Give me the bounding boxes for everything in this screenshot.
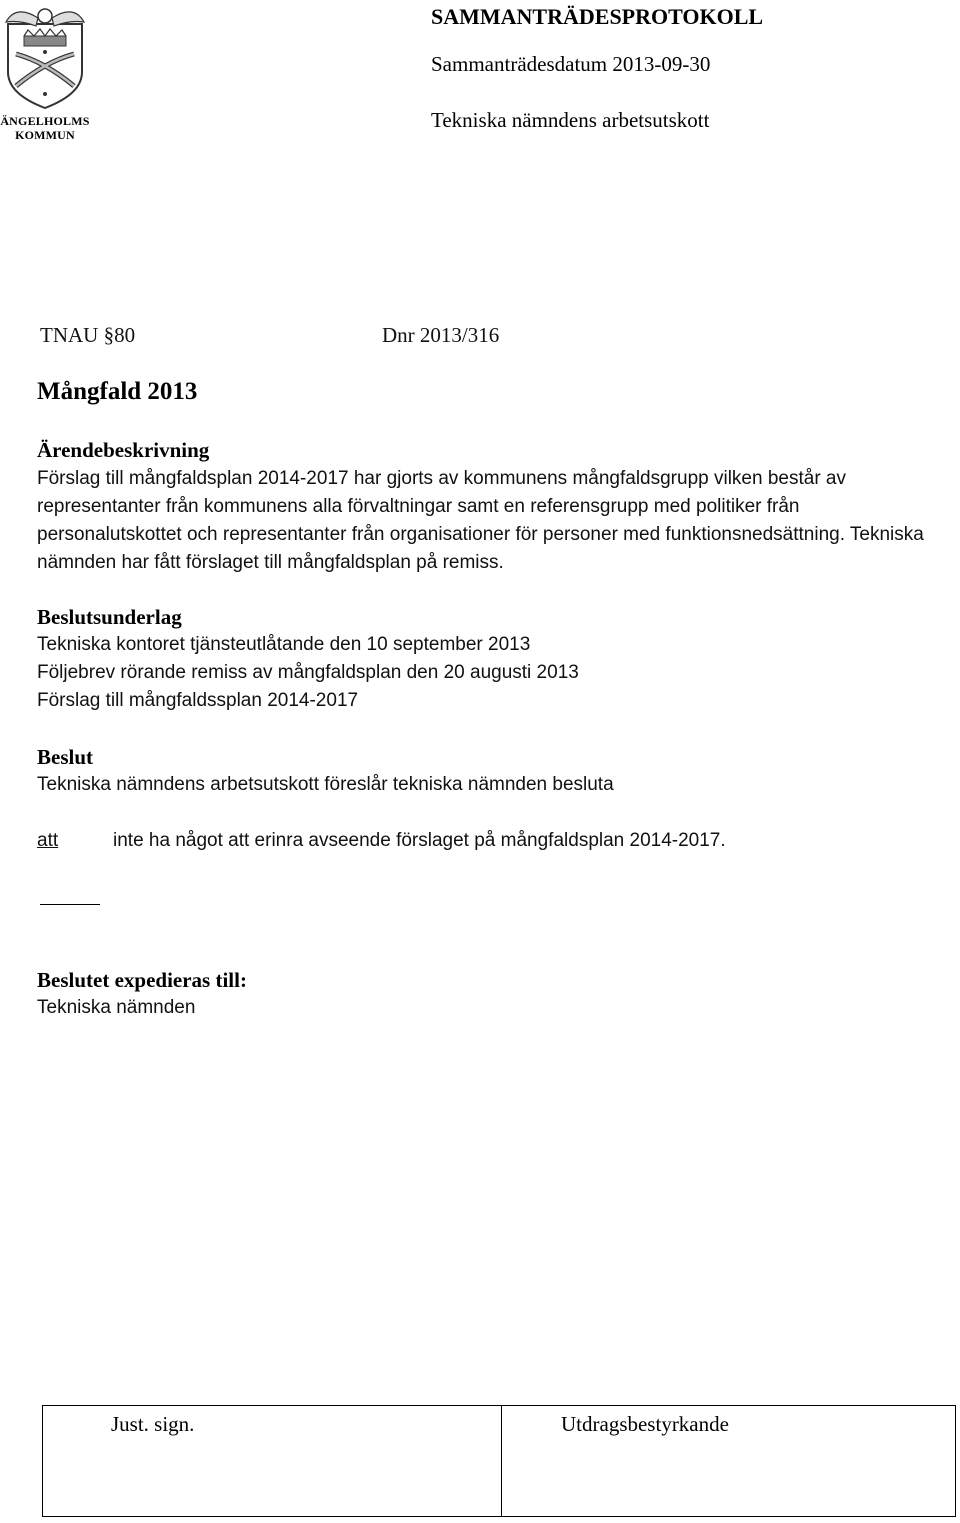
signature-divider (501, 1406, 502, 1516)
att-text: inte ha något att erinra avseende förslaget på mångfaldsplan 2014-2017. (113, 830, 726, 851)
section-symbol: § (103, 323, 115, 347)
att-label: att (37, 830, 59, 851)
description-text: Förslag till mångfaldsplan 2014-2017 har gjorts av kommunens mångfaldsgrupp vilken består av representanter från kommunens alla förvaltningar samt en referensgrupp med politiker från personalutskottet och representanter från organisationer för personer med funktionsnedsättning. Tekniska nämnden har fått förslaget till mångfaldsplan på remiss. (37, 468, 924, 573)
logo-name-line1: ÄNGELHOLMS (0, 114, 90, 128)
excerpt-certification-label: Utdragsbestyrkande (561, 1412, 729, 1436)
dispatch-recipient: Tekniska nämnden (37, 997, 196, 1018)
crest-logo (2, 2, 88, 112)
dispatch-heading: Beslutet expedieras till: (37, 968, 247, 992)
logo-name-line2: KOMMUN (15, 128, 75, 142)
basis-item: Tekniska kontoret tjänsteutlåtande den 10 september 2013 (37, 634, 531, 655)
basis-item: Följebrev rörande remiss av mångfaldsplan den 20 augusti 2013 (37, 662, 579, 683)
section-divider (40, 904, 100, 905)
protocol-title: SAMMANTRÄDESPROTOKOLL (431, 4, 764, 29)
committee-name: Tekniska nämndens arbetsutskott (431, 108, 710, 132)
decision-heading: Beslut (37, 745, 94, 769)
basis-heading: Beslutsunderlag (37, 605, 182, 629)
signature-box (42, 1405, 956, 1517)
diary-number: Dnr 2013/316 (382, 323, 500, 347)
case-title: Mångfald 2013 (37, 378, 198, 405)
case-number-label (40, 323, 135, 348)
description-heading: Ärendebeskrivning (37, 438, 210, 462)
crest-icon (2, 2, 88, 112)
case-number: 80 (114, 323, 136, 347)
case-prefix: TNAU (40, 323, 99, 347)
basis-item: Förslag till mångfaldssplan 2014-2017 (37, 690, 359, 711)
decision-intro: Tekniska nämndens arbetsutskott föreslår tekniska nämnden besluta (37, 774, 614, 795)
just-sign-label: Just. sign. (111, 1412, 195, 1436)
meeting-date: Sammanträdesdatum 2013-09-30 (431, 52, 711, 76)
